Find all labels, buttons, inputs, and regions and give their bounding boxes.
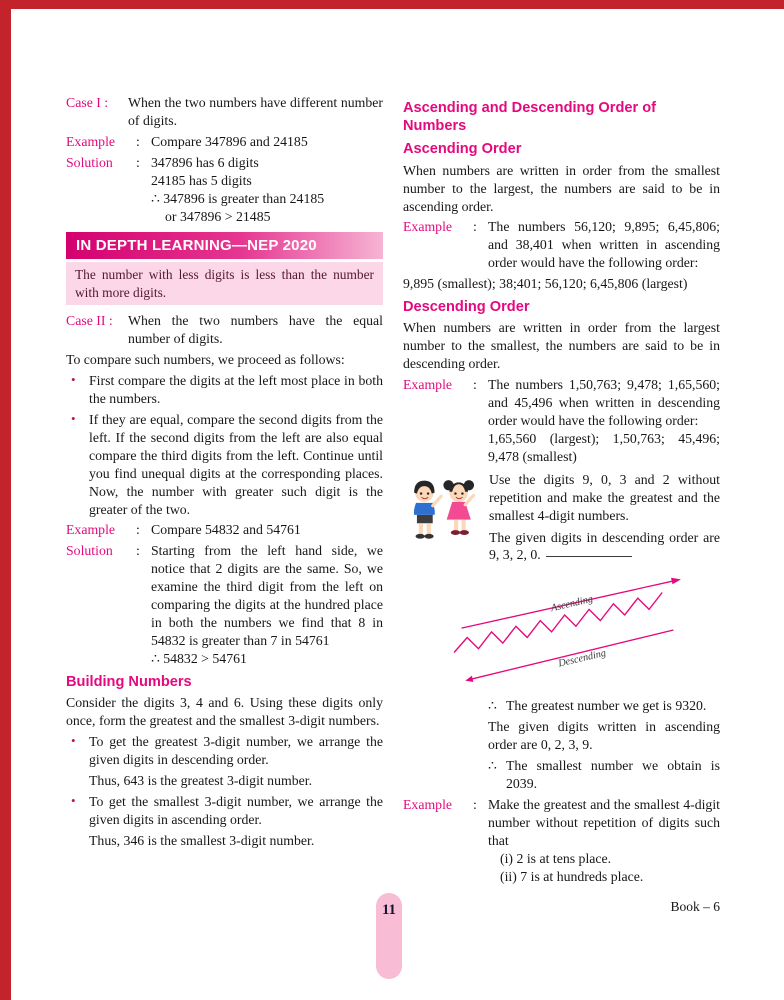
bullet-text: To get the smallest 3-digit number, we arrange the given digits in ascending order.	[89, 793, 383, 827]
main-heading: Ascending and Descending Order of Numbers	[403, 100, 656, 135]
building-intro: Consider the digits 3, 4 and 6. Using these digits only once, form the greatest and the smallest 3-digit numbers.	[66, 695, 383, 728]
page-border-left	[0, 0, 11, 1000]
last-example-items	[488, 850, 720, 886]
case2-text: When the two numbers have the equal number of digits.	[128, 313, 383, 347]
solution2-label: Solution	[66, 543, 113, 559]
infobox-note: The number with less digits is less than the number with more digits.	[66, 262, 383, 305]
left-column	[66, 94, 383, 889]
building-result: Thus, 346 is the smallest 3-digit number.	[89, 832, 315, 848]
ascending-example-colon: :	[473, 219, 477, 235]
bullet-icon: •	[71, 792, 76, 808]
in-depth-learning-banner: IN DEPTH LEARNING—NEP 2020	[66, 232, 383, 259]
solution1-text	[151, 154, 383, 226]
case1-label: Case I :	[66, 95, 109, 110]
descending-order-heading: Descending Order	[403, 299, 530, 316]
last-example-item: (ii) 7 is at hundreds place.	[500, 868, 644, 884]
bullet-icon: •	[71, 372, 76, 388]
greatest-result-text: The greatest number we get is 9320.	[506, 698, 707, 714]
case1-row	[66, 94, 383, 130]
given-ascending-text: The given digits written in ascending order are 0, 2, 3, 9.	[488, 719, 720, 753]
kids-activity-block	[403, 471, 720, 569]
ascending-example-row	[403, 218, 720, 272]
case2-row	[66, 312, 383, 348]
example1-text: Compare 347896 and 24185	[151, 133, 308, 149]
ascending-example-text: The numbers 56,120; 9,895; 6,45,806; and 38,401 when written in ascending order would have the following order:	[488, 219, 720, 271]
last-example-text: Make the greatest and the smallest 4-digit number without repetition of digits such that	[488, 796, 720, 848]
solution1-line: 24185 has 5 digits	[151, 172, 252, 188]
therefore-symbol: ∴	[488, 758, 497, 774]
compare-intro: To compare such numbers, we proceed as follows:	[66, 352, 345, 368]
bullet-text: First compare the digits at the left most place in both the numbers.	[89, 373, 383, 406]
descending-example-colon: :	[473, 377, 477, 393]
solution1-line: ∴ 347896 is greater than 24185	[151, 190, 325, 206]
descending-example-paragraph: The numbers 1,50,763; 9,478; 1,65,560; and 45,496 when written in descending order would have the following order:	[488, 377, 720, 428]
kids-task-text: Use the digits 9, 0, 3 and 2 without repetition and make the greatest and the smallest 4-digit numbers.	[489, 471, 720, 523]
last-example-row	[403, 796, 720, 886]
solution1-line: 347896 has 6 digits	[151, 154, 259, 170]
ascending-diagram-label: Ascending	[549, 594, 595, 615]
therefore-symbol: ∴	[488, 698, 497, 714]
example1-label: Example	[66, 133, 116, 149]
bullet-text: To get the greatest 3-digit number, we arrange the given digits in descending order.	[89, 733, 383, 767]
ascending-descending-diagram-icon	[439, 570, 711, 690]
example2-row	[66, 521, 383, 539]
descending-example-text	[488, 376, 720, 466]
example2-label: Example	[66, 522, 116, 538]
page-number: 11	[382, 902, 396, 918]
ruled-line	[546, 556, 632, 557]
solution1-colon: :	[136, 154, 140, 170]
children-illustration-icon	[403, 471, 481, 557]
ascending-order-heading: Ascending Order	[403, 141, 522, 158]
descending-example-row	[403, 376, 720, 466]
solution2-colon: :	[136, 543, 140, 559]
building-result: Thus, 643 is the greatest 3-digit number.	[89, 772, 313, 788]
bullet-item	[66, 372, 383, 408]
ascending-definition: When numbers are written in order from the smallest number to the largest, the numbers are said to be in ascending order.	[403, 162, 720, 214]
last-example-item: (i) 2 is at tens place.	[500, 850, 612, 866]
given-descending-line	[489, 529, 720, 565]
page-number-pill	[376, 893, 402, 979]
greatest-result-row	[488, 697, 720, 715]
last-example-content	[488, 796, 720, 886]
example2-text: Compare 54832 and 54761	[151, 522, 301, 538]
case2-label: Case II :	[66, 313, 113, 329]
case1-text: When the two numbers have different number of digits.	[128, 95, 383, 128]
solution1-row	[66, 154, 383, 226]
ascending-result: 9,895 (smallest); 38;401; 56,120; 6,45,806 (largest)	[403, 276, 688, 292]
smallest-result-text: The smallest number we obtain is 2039.	[506, 758, 720, 791]
solution2-row	[66, 542, 383, 667]
last-example-label: Example	[403, 796, 453, 812]
right-column	[403, 94, 720, 889]
descending-definition: When numbers are written in order from the largest number to the smallest, the numbers are said to be in descending order.	[403, 320, 720, 372]
bullet-icon: •	[71, 410, 76, 426]
page-border-top	[0, 0, 784, 9]
smallest-result-row	[488, 757, 720, 793]
book-footer-label: Book – 6	[670, 899, 720, 914]
descending-result: 1,65,560 (largest); 1,50,763; 45,496; 9,478 (smallest)	[488, 430, 720, 464]
building-numbers-heading: Building Numbers	[66, 673, 192, 690]
solution2-text	[151, 542, 383, 667]
descending-diagram-label: Descending	[557, 648, 608, 670]
given-descending-text: The given digits in descending order are 9, 3, 2, 0.	[489, 529, 720, 563]
bullet-item	[66, 793, 383, 829]
bullet-item	[66, 411, 383, 519]
example1-colon: :	[136, 133, 140, 149]
bullet-text: If they are equal, compare the second digits from the left. If the second digits from the left are also equal compare the third digits from the left. Continue until you find unequal digits at the corresponding places. Now, the number with greater such digit is the greater of the two.	[89, 411, 383, 517]
example1-row	[66, 133, 383, 151]
solution2-result: ∴ 54832 > 54761	[151, 650, 247, 666]
last-example-colon: :	[473, 796, 477, 812]
bullet-icon: •	[71, 732, 76, 748]
bullet-item	[66, 733, 383, 769]
example2-colon: :	[136, 522, 140, 538]
descending-example-label: Example	[403, 377, 453, 393]
order-diagram-wrap	[439, 570, 720, 695]
solution1-line: or 347896 > 21485	[165, 208, 271, 224]
solution1-label: Solution	[66, 154, 113, 170]
kids-activity-text	[489, 471, 720, 569]
page-content	[66, 94, 720, 889]
solution2-paragraph: Starting from the left hand side, we notice that 2 digits are the same. So, we examine the third digit from the left on comparing the digits at the hundred place in both the numbers we find that 8 in 54832 is greater than 7 in 54761	[151, 543, 383, 648]
ascending-example-label: Example	[403, 219, 453, 235]
